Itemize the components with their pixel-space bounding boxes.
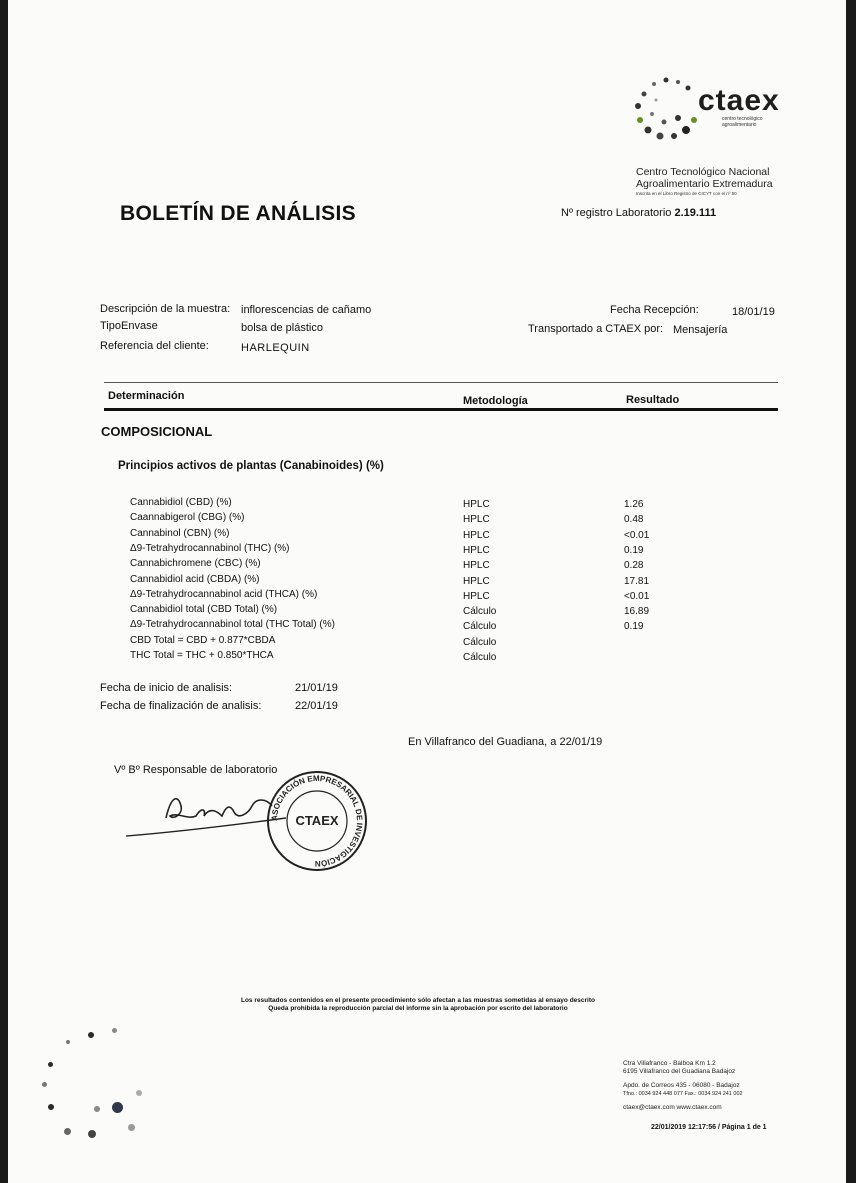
footer-note-line1: Los resultados contenidos en el presente procedimiento sólo afectan a las muestras sometidas al ensayo descrito [240, 997, 595, 1004]
fecha-recepcion-label: Fecha Recepción: [610, 304, 699, 316]
center-name-line1: Centro Tecnológico Nacional [636, 166, 770, 178]
row-name: THC Total = THC + 0.850*THCA [130, 650, 274, 661]
center-registration: Inscrita en el Libro Registro de CICYT con el nº 50 [636, 191, 737, 196]
row-result: <0.01 [624, 529, 650, 541]
desc-label: Descripción de la muestra: [100, 303, 231, 315]
stamp-ring-text: ASOCIACIÓN EMPRESARIAL DE INVESTIGACIÓN [269, 773, 365, 869]
address-line4: Tfno.: 0034 924 448 077 Fax.: 0034 924 241 002 [623, 1091, 743, 1097]
page-info: 22/01/2019 12:17:56 / Página 1 de 1 [651, 1124, 767, 1131]
report-page [8, 0, 846, 1183]
row-method: HPLC [463, 590, 490, 602]
row-name: Cannabidiol total (CBD Total) (%) [130, 604, 278, 616]
row-method: HPLC [463, 514, 490, 526]
row-name: Δ9-Tetrahydrocannabinol total (THC Total) (%) [130, 619, 335, 631]
fecha-inicio-value: 21/01/19 [295, 682, 338, 694]
address-line1: Ctra Villafranco - Balboa Km 1.2 [623, 1060, 716, 1067]
row-name: Δ9-Tetrahydrocannabinol acid (THCA) (%) [130, 588, 318, 600]
row-method: Cálculo [463, 621, 497, 633]
row-result: 0.48 [624, 514, 644, 526]
row-name: Δ9-Tetrahydrocannabinol (THC) (%) [130, 542, 290, 554]
row-method: HPLC [463, 560, 490, 572]
row-method: HPLC [463, 544, 490, 556]
row-result: 0.19 [624, 621, 644, 633]
footer-note-line2: Queda prohibida la reproducción parcial del informe sin la aprobación por escrito del laboratorio [268, 1005, 568, 1012]
center-name [636, 166, 773, 190]
registro-laboratorio [561, 207, 716, 219]
row-name: Cannabidiol acid (CBDA) (%) [130, 573, 260, 585]
logo-subtitle [722, 116, 763, 128]
row-method: Cálculo [463, 606, 497, 618]
stamp-center-text: CTAEX [295, 813, 339, 828]
col-metodologia: Metodología [463, 395, 528, 407]
row-method: HPLC [463, 499, 490, 510]
header-top-rule [104, 382, 778, 383]
row-result: 16.89 [624, 606, 650, 618]
referencia-value: HARLEQUIN [241, 342, 310, 354]
logo-sub-line1: centro tecnológico [722, 116, 763, 122]
referencia-label: Referencia del cliente: [100, 340, 209, 352]
fecha-fin-label: Fecha de finalización de analisis: [100, 700, 262, 712]
row-result: 0.28 [624, 560, 644, 572]
fecha-fin-value: 22/01/19 [295, 700, 338, 712]
header-bottom-rule [104, 408, 778, 411]
address-block [623, 1060, 743, 1112]
address-line3: Apdo. de Correos 435 - 06080 - Badajoz [623, 1082, 740, 1089]
row-method: Cálculo [463, 636, 497, 648]
fecha-recepcion-value: 18/01/19 [732, 306, 775, 318]
ctaex-logo [626, 70, 796, 200]
row-method: Cálculo [463, 652, 497, 663]
place-date: En Villafranco del Guadiana, a 22/01/19 [408, 736, 603, 748]
registro-value: 2.19.111 [674, 207, 717, 219]
signature-label: Vº Bº Responsable de laboratorio [114, 764, 278, 776]
row-name: Caannabigerol (CBG) (%) [130, 512, 245, 524]
row-method: HPLC [463, 529, 490, 541]
desc-value: inflorescencias de cañamo [241, 304, 372, 316]
dots-logo-icon [626, 70, 706, 150]
row-name: Cannabichromene (CBC) (%) [130, 558, 261, 570]
logo-sub-line2: agroalimentario [722, 122, 757, 128]
row-result: 1.26 [624, 499, 644, 510]
section-composicional: COMPOSICIONAL [101, 424, 213, 439]
logo-wordmark: ctaex [698, 84, 780, 117]
row-name: Cannabidiol (CBD) (%) [130, 497, 232, 508]
row-name: Cannabinol (CBN) (%) [130, 527, 230, 539]
row-method: HPLC [463, 575, 490, 587]
col-determinacion: Determinación [108, 390, 185, 402]
registro-label: Nº registro Laboratorio [561, 207, 672, 219]
address-line2: 6195 Villafranco del Guadiana Badajoz [623, 1068, 736, 1075]
envase-value: bolsa de plástico [241, 322, 323, 334]
center-name-line2: Agroalimentario Extremadura [636, 178, 773, 190]
row-result: 0.19 [624, 544, 644, 556]
subsection-canabinoides: Principios activos de plantas (Canabinoides) (%) [118, 460, 384, 472]
fecha-inicio-label: Fecha de inicio de analisis: [100, 682, 233, 694]
transportado-label: Transportado a CTAEX por: [528, 323, 664, 335]
col-resultado: Resultado [626, 394, 680, 406]
footer-note [158, 997, 678, 1013]
row-name: CBD Total = CBD + 0.877*CBDA [130, 634, 276, 646]
envase-label: TipoEnvase [100, 320, 158, 332]
contact-line: ctaex@ctaex.com www.ctaex.com [623, 1104, 722, 1111]
page-title: BOLETÍN DE ANÁLISIS [120, 202, 356, 225]
transportado-value: Mensajería [673, 324, 728, 336]
row-result: 17.81 [624, 575, 650, 587]
official-stamp [266, 770, 368, 872]
row-result: <0.01 [624, 590, 650, 602]
